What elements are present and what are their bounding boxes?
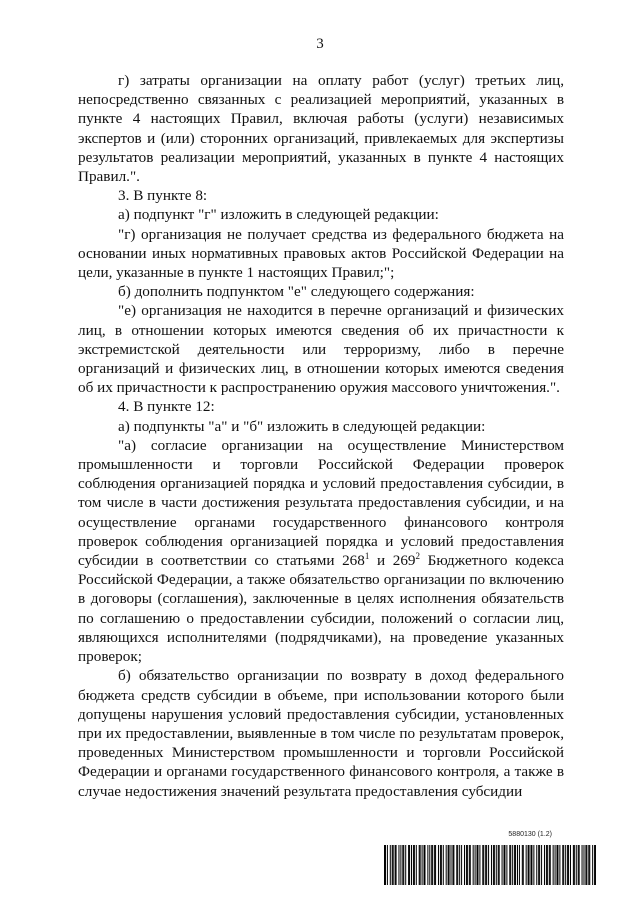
barcode-bar — [448, 845, 449, 885]
barcode-bar — [449, 845, 450, 885]
barcode-bar — [568, 845, 569, 885]
barcode-bar — [498, 845, 499, 885]
barcode-bar — [400, 845, 401, 885]
barcode-bar — [385, 845, 386, 885]
barcode-bar — [579, 845, 580, 885]
barcode-bar — [477, 845, 478, 885]
barcode-bar — [470, 845, 471, 885]
barcode-bar — [411, 845, 412, 885]
barcode-bar — [469, 845, 470, 885]
barcode-bar — [539, 845, 540, 885]
barcode-bar — [384, 845, 385, 885]
barcode-bar — [405, 845, 406, 885]
barcode-bar — [435, 845, 436, 885]
paragraph-sub-a-ab: а) подпункты "а" и "б" изложить в следующей редакции: — [118, 417, 486, 435]
barcode-bar — [570, 845, 571, 885]
superscript-1: 1 — [364, 551, 370, 562]
barcode-bar — [555, 845, 556, 885]
barcode-bar — [477, 845, 478, 885]
barcode-bar — [488, 845, 489, 885]
barcode-bar — [422, 845, 423, 885]
barcode-bar — [538, 845, 539, 885]
quote-a-part2: и 269 — [369, 552, 416, 570]
paragraph-item-4: 4. В пункте 12: — [118, 398, 215, 416]
barcode-bar — [502, 845, 503, 885]
barcode-bar — [419, 845, 420, 885]
barcode-bar — [453, 845, 454, 885]
barcode-bar — [504, 845, 505, 885]
barcode-bar — [452, 845, 453, 885]
barcode-bar — [582, 845, 583, 885]
barcode-bar — [459, 845, 460, 885]
paragraph-g-costs: г) затраты организации на оплату работ (услуг) третьих лиц, непосредственно связанных с реализацией мероприятий, указанных в пункте 4 настоящих Правил, включая работы (услуги) независимых экспертов и (или) сторонних организаций, привлекаемых для экспертизы результатов реализации мероприятий, указанных в пункте 4 настоящих Правил.". — [78, 72, 564, 186]
barcode-bar — [466, 845, 467, 885]
barcode-bar — [549, 845, 550, 885]
barcode-bar — [461, 845, 462, 885]
barcode-bar — [556, 845, 557, 885]
barcode-bar — [438, 845, 439, 885]
barcode-bar — [403, 845, 404, 885]
barcode-bar — [499, 845, 500, 885]
barcode-bar — [531, 845, 532, 885]
barcode-bar — [563, 845, 564, 885]
quote-a-part1: "а) согласие организации на осуществление Министерством промышленности и торговли Российской Федерации проверок соблюдения организацией порядка и условий предоставления субсидии, в том числе в части достижения результата предоставления субсидии, и на осуществление органами государственного финансового контроля проверок соблюдения организацией порядка и условий предоставления субсидии в соответствии со статьями 268 — [78, 436, 564, 570]
barcode-bar — [546, 845, 547, 885]
barcode-bar — [510, 845, 511, 885]
barcode-bar — [431, 845, 432, 885]
barcode-bar — [557, 845, 558, 885]
barcode-bar — [485, 845, 486, 885]
barcode-bar — [479, 845, 480, 885]
barcode-bar — [550, 845, 551, 885]
barcode-bar — [464, 845, 465, 885]
barcode-bar — [595, 845, 596, 885]
barcode-bar — [592, 845, 593, 885]
barcode-bar — [533, 845, 534, 885]
barcode-bar — [398, 845, 399, 885]
paragraph-quote-b: б) обязательство организации по возврату в доход федерального бюджета средств субсидии в объеме, при использовании которого были допущены нарушения условий предоставления субсидии, установленных при их предоставлении, выявленные в том числе по результатам проверок, проведенных Министерством промышленности и торговли Российской Федерации и органами государственного финансового контроля, а также в случае недостижения значений результата предоставления субсидии — [78, 667, 564, 800]
barcode-bar — [523, 845, 524, 885]
barcode-bar — [456, 845, 457, 885]
barcode-bar — [434, 845, 435, 885]
paragraph-quote-a — [78, 436, 564, 666]
barcode-bar — [483, 845, 484, 885]
paragraph-sub-a: а) подпункт "г" изложить в следующей редакции: — [118, 206, 439, 224]
barcode-bar — [519, 845, 520, 885]
paragraph-item-3: 3. В пункте 8: — [118, 187, 208, 205]
barcode-bar — [424, 845, 425, 885]
barcode-bar — [408, 845, 409, 885]
barcode-bar — [522, 845, 523, 885]
barcode-bar — [553, 845, 554, 885]
barcode-bar — [585, 845, 586, 885]
barcode-bar — [392, 845, 393, 885]
barcode-bar — [427, 845, 428, 885]
barcode-bar — [429, 845, 430, 885]
barcode-bar — [432, 845, 433, 885]
barcode-bar — [565, 845, 566, 885]
barcode-bar — [393, 845, 394, 885]
barcode-bar — [420, 845, 421, 885]
barcode-bar — [441, 845, 442, 885]
barcode-bar — [494, 845, 495, 885]
paragraph-sub-b: б) дополнить подпунктом "е" следующего содержания: — [118, 283, 475, 301]
barcode-bar — [509, 845, 510, 885]
barcode-bar — [541, 845, 542, 885]
barcode-bar — [416, 845, 417, 885]
barcode-bar — [457, 845, 458, 885]
barcode-bars — [384, 845, 596, 885]
document-barcode — [384, 831, 596, 885]
barcode-label: 5880130 (1.2) — [508, 831, 552, 838]
barcode-bar — [482, 845, 483, 885]
barcode-bar — [413, 845, 414, 885]
superscript-2: 2 — [415, 551, 421, 562]
barcode-bar — [402, 845, 403, 885]
barcode-bar — [586, 845, 587, 885]
barcode-bar — [506, 845, 507, 885]
quote-a-part3: Бюджетного кодекса Российской Федерации, а также обязательство организации по включению в договоры (соглашения), заключенные в целях исполнения обязательств по соглашению о предоставлении субсидии, положений о согласии лиц, являющихся исполнителями (подрядчиками), на проведение указанных проверок; — [78, 552, 564, 666]
barcode-bar — [559, 845, 560, 885]
barcode-bar — [515, 845, 516, 885]
barcode-bar — [450, 845, 451, 885]
barcode-bar — [446, 845, 447, 885]
barcode-bar — [528, 845, 529, 885]
barcode-bar — [544, 845, 545, 885]
barcode-bar — [396, 845, 397, 885]
barcode-bar — [530, 845, 531, 885]
barcode-bar — [526, 845, 527, 885]
barcode-bar — [443, 845, 444, 885]
barcode-bar — [589, 845, 590, 885]
barcode-bar — [473, 845, 474, 885]
barcode-bar — [503, 845, 504, 885]
barcode-bar — [395, 845, 396, 885]
barcode-bar — [414, 845, 415, 885]
barcode-bar — [578, 845, 579, 885]
barcode-bar — [486, 845, 487, 885]
paragraph-quote-g: "г) организация не получает средства из федерального бюджета на основании иных нормативных правовых актов Российской Федерации на цели, указанные в пункте 1 настоящих Правил;"; — [78, 225, 564, 282]
barcode-bar — [517, 845, 518, 885]
barcode-bar — [514, 845, 515, 885]
barcode-bar — [567, 845, 568, 885]
barcode-bar — [440, 845, 441, 885]
barcode-bar — [387, 845, 388, 885]
barcode-bar — [475, 845, 476, 885]
barcode-bar — [562, 845, 563, 885]
barcode-bar — [574, 845, 575, 885]
barcode-bar — [529, 845, 530, 885]
barcode-bar — [496, 845, 497, 885]
barcode-bar — [493, 845, 494, 885]
barcode-bar — [547, 845, 548, 885]
barcode-bar — [576, 845, 577, 885]
page-number: 3 — [316, 36, 324, 52]
barcode-bar — [536, 845, 537, 885]
barcode-bar — [583, 845, 584, 885]
paragraph-quote-e: "е) организация не находится в перечне организаций и физических лиц, в отношении которых имеются сведения об их причастности к экстремистской деятельности или терроризму, либо в перечне организаций и физических лиц, в отношении которых имеются сведения об их причастности к распространению оружия массового уничтожения.". — [78, 302, 564, 397]
barcode-bar — [588, 845, 589, 885]
barcode-bar — [491, 845, 492, 885]
barcode-bar — [467, 845, 468, 885]
barcode-bar — [594, 845, 595, 885]
barcode-bar — [409, 845, 410, 885]
barcode-bar — [424, 845, 425, 885]
barcode-bar — [573, 845, 574, 885]
barcode-bar — [512, 845, 513, 885]
document-body — [78, 71, 564, 801]
barcode-bar — [390, 845, 391, 885]
